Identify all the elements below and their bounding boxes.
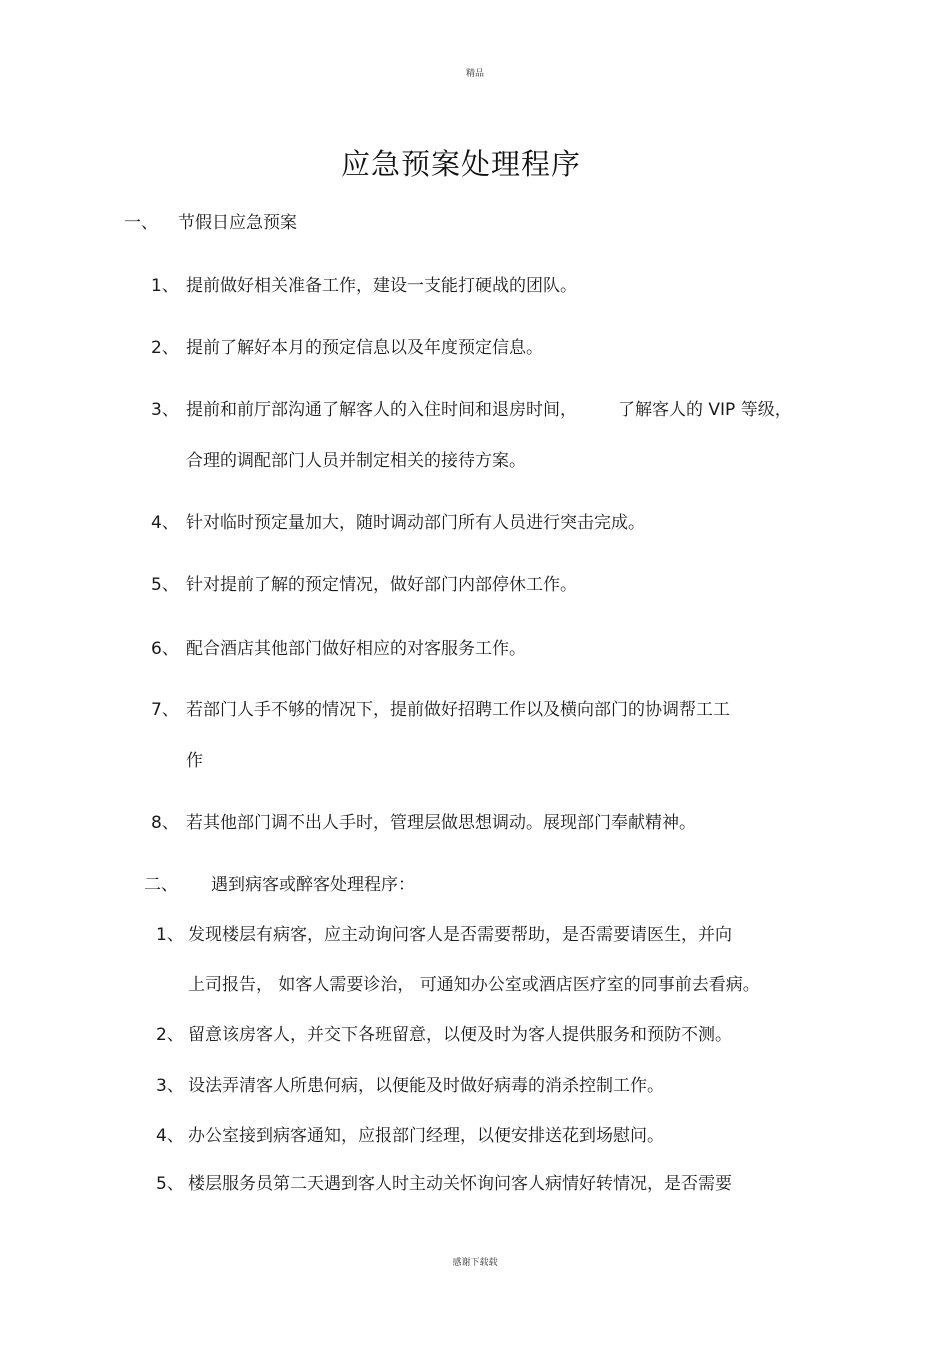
document-title: 应急预案处理程序	[340, 147, 581, 181]
s2-item-2-number: 2、	[156, 1025, 184, 1045]
s2-item-2-text: 留意该房客人，并交下各班留意，以便及时为客人提供服务和预防不测。	[188, 1025, 732, 1045]
s1-item-7-number: 7、	[151, 700, 179, 720]
s1-item-5-text: 针对提前了解的预定情况，做好部门内部停休工作。	[186, 575, 577, 595]
s2-item-4-number: 4、	[156, 1126, 184, 1146]
s2-item-5-text: 楼层服务员第二天遇到客人时主动关怀询问客人病情好转情况，是否需要	[188, 1174, 732, 1194]
s2-item-3-text: 设法弄清客人所患何病，以便能及时做好病毒的消杀控制工作。	[188, 1076, 664, 1096]
s1-item-2-number: 2、	[151, 338, 179, 358]
s1-item-2-text: 提前了解好本月的预定信息以及年度预定信息。	[186, 338, 543, 358]
s1-item-3-text-line2: 合理的调配部门人员并制定相关的接待方案。	[186, 451, 526, 471]
s2-item-1-text-line1: 发现楼层有病客，应主动询问客人是否需要帮助，是否需要请医生，并向	[188, 925, 732, 945]
section-1-heading: 节假日应急预案	[178, 213, 297, 233]
section-2-number: 二、	[144, 875, 178, 895]
s1-item-4-number: 4、	[151, 513, 179, 533]
s1-item-3-text-line1: 提前和前厅部沟通了解客人的入住时间和退房时间，	[186, 400, 577, 420]
s1-item-5-number: 5、	[151, 575, 179, 595]
s1-item-3-text-line1b: 了解客人的 VIP 等级，	[618, 400, 792, 420]
s1-item-1-text: 提前做好相关准备工作，建设一支能打硬战的团队。	[186, 276, 577, 296]
header-watermark: 精品	[465, 69, 484, 79]
s1-item-7-text-line2: 作	[186, 751, 203, 771]
s1-item-1-number: 1、	[151, 276, 179, 296]
s1-item-3-number: 3、	[151, 400, 179, 420]
s1-item-4-text: 针对临时预定量加大，随时调动部门所有人员进行突击完成。	[186, 513, 645, 533]
s2-item-5-number: 5、	[156, 1174, 184, 1194]
s1-item-6-number: 6、	[151, 639, 179, 659]
section-1-number: 一、	[124, 213, 158, 233]
s1-item-8-number: 8、	[151, 813, 179, 833]
s2-item-1-text-line2: 上司报告， 如客人需要诊治， 可通知办公室或酒店医疗室的同事前去看病。	[188, 975, 760, 995]
s1-item-7-text-line1: 若部门人手不够的情况下，提前做好招聘工作以及横向部门的协调帮工工	[186, 700, 730, 720]
section-2-heading: 遇到病客或醉客处理程序：	[211, 875, 415, 895]
s2-item-4-text: 办公室接到病客通知，应报部门经理，以便安排送花到场慰问。	[188, 1126, 664, 1146]
s1-item-8-text: 若其他部门调不出人手时，管理层做思想调动。展现部门奉献精神。	[186, 813, 696, 833]
s2-item-1-number: 1、	[156, 925, 184, 945]
s1-item-6-text: 配合酒店其他部门做好相应的对客服务工作。	[186, 639, 526, 659]
footer-watermark: 感谢下载载	[452, 1258, 498, 1268]
s2-item-3-number: 3、	[156, 1076, 184, 1096]
